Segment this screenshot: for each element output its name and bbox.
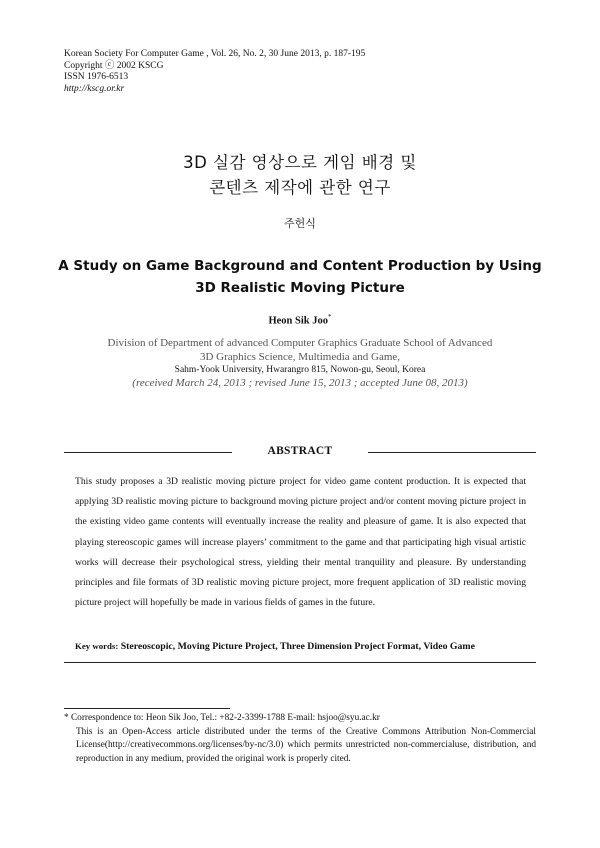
issn-line: ISSN 1976-6513 xyxy=(64,72,129,82)
footnote xyxy=(64,712,536,766)
korean-title xyxy=(0,150,600,200)
journal-citation: Korean Society For Computer Game , Vol. 26, No. 2, 30 June 2013, p. 187-195 xyxy=(64,49,366,59)
affiliation-line2: 3D Graphics Science, Multimedia and Game, xyxy=(199,351,401,363)
license-text: This is an Open-Access article distributed under the terms of the Creative Commons Attribution Non-Commercial License(http://creativecommons.org/licenses/by-nc/3.0) which permits unrestricted non-commercialuse, distribution, and reproduction in any medium, provided the original work is properly cited. xyxy=(76,726,536,764)
keywords xyxy=(75,641,526,652)
affiliation-address: Sahm-Yook University, Hwarangro 815, Nowon-gu, Seoul, Korea xyxy=(174,365,426,375)
affiliation xyxy=(0,336,600,390)
korean-author: 주헌식 xyxy=(284,217,316,230)
abstract-rule-right xyxy=(368,452,536,453)
english-title-line1: A Study on Game Background and Content Production by Using xyxy=(58,258,542,274)
english-title-line2: 3D Realistic Moving Picture xyxy=(195,280,405,296)
abstract-heading: ABSTRACT xyxy=(267,445,333,457)
keywords-label: Key words: xyxy=(75,641,119,651)
journal-url[interactable]: http://kscg.or.kr xyxy=(64,83,125,94)
copyright-line: Copyright ⓒ 2002 KSCG xyxy=(64,60,164,71)
abstract-text: This study proposes a 3D realistic moving picture project for video game content production. It is expected that applying 3D realistic moving picture to background moving picture project and/or content moving picture project in the existing video game contents will eventually increase the reality and pleasure of game. It is also expected that playing stereoscopic games will increase players’ commitment to the game and that participating high visual artistic works will decrease their psychological stress, yielding their mental tranquility and pleasure. By understanding principles and file formats of 3D realistic moving picture project, more frequent application of 3D realistic moving picture project will hopefully be made in various fields of games in the future. xyxy=(75,476,526,609)
correspondence-line: * Correspondence to: Heon Sik Joo, Tel.: +82-2-3399-1788 E-mail: hsjoo@syu.ac.kr xyxy=(64,713,380,723)
english-title xyxy=(0,255,600,299)
author-mark: * xyxy=(328,313,332,321)
journal-header xyxy=(64,49,365,95)
korean-title-line2: 콘텐츠 제작에 관한 연구 xyxy=(209,178,391,197)
korean-title-line1: 3D 실감 영상으로 게임 배경 및 xyxy=(183,153,417,172)
affiliation-line1: Division of Department of advanced Computer Graphics Graduate School of Advanced xyxy=(107,337,493,349)
keywords-text: Stereoscopic, Moving Picture Project, Three Dimension Project Format, Video Game xyxy=(120,641,475,652)
received-dates: (received March 24, 2013 ; revised June 15, 2013 ; accepted June 08, 2013) xyxy=(132,377,468,389)
abstract-heading-row xyxy=(64,444,536,460)
author-name: Heon Sik Joo xyxy=(268,315,328,327)
footnote-rule xyxy=(64,708,230,709)
section-divider xyxy=(64,662,536,663)
english-author xyxy=(0,313,600,327)
